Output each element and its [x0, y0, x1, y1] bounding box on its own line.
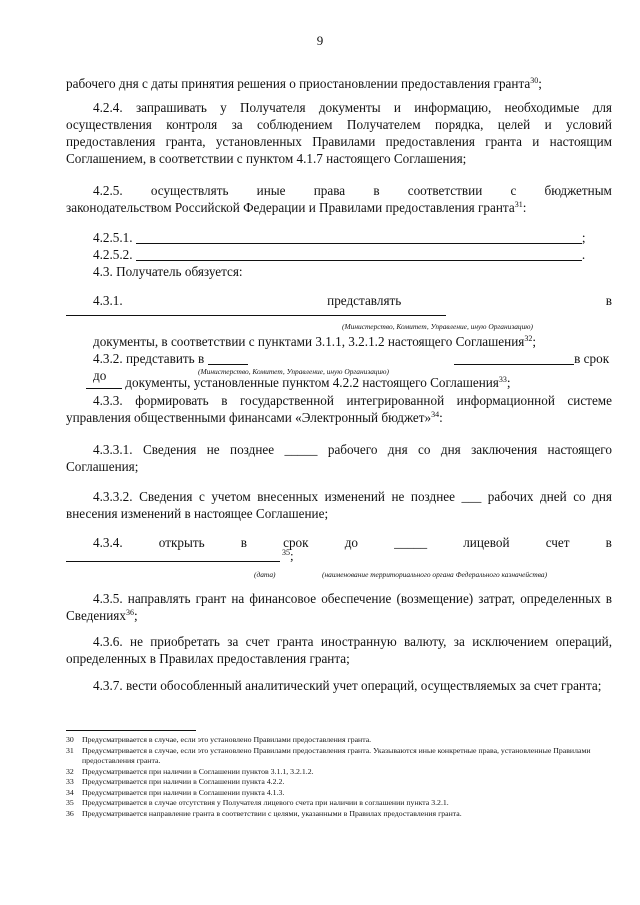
field-caption-date: (дата) — [254, 570, 276, 579]
paragraph-4-3-2: 4.3.2. представить в в срок до — [93, 351, 610, 383]
paragraph-4-3-5: 4.3.5. направлять грант на финансовое обеспечение (возмещение) затрат, определенных в Сведениях$^{36}$; — [66, 591, 612, 623]
footnote: 31 Предусматривается в случае, если это установлено Правилами предоставления гранта. Указываются иные конкретные права, установленные Правилами предоставления гранта. — [66, 745, 591, 765]
fill-line — [66, 305, 446, 316]
paragraph-4-2-5: 4.2.5. осуществлять иные права в соответствии с бюджетным законодательством Российской Федерации и Правилами предоставления гранта$^{31}$: — [66, 183, 612, 215]
paragraph-continuation: рабочего дня с даты принятия решения о приостановлении предоставления гранта$^{30}$; — [66, 76, 542, 91]
fill-line — [136, 248, 582, 261]
footnote: 34 Предусматривается при наличии в Соглашении пункта 4.1.3. — [66, 787, 285, 797]
footnotes — [66, 735, 614, 819]
page-number: 9 — [316, 33, 324, 48]
paragraph-4-3-7: 4.3.7. вести обособленный аналитический учет операций, осуществляемых за счет гранта; — [93, 678, 602, 693]
paragraph-4-3-6: 4.3.6. не приобретать за счет гранта иностранную валюту, за исключением операций, определенных в Правилах предоставления гранта; — [66, 634, 612, 666]
fill-line — [66, 551, 280, 562]
paragraph-documents-4-2-2: документы, установленные пунктом 4.2.2 настоящего Соглашения$^{33}$; — [66, 374, 612, 391]
item-4-2-5-1: 4.2.5.1. ; — [93, 230, 586, 245]
paragraph-4-3-4: 4.3.4. открыть в срок до _____ лицевой счет в — [93, 535, 612, 550]
footnote-divider — [66, 730, 196, 731]
fill-line — [86, 376, 122, 389]
paragraph-4-3-3: 4.3.3. формировать в государственной интегрированной информационной системе управления общественными финансами «Электронный бюджет»$^{34}$: — [66, 393, 612, 425]
paragraph-4-2-4: 4.2.4. запрашивать у Получателя документы и информацию, необходимые для осуществления контроля за соблюдением Получателем порядка, целей и условий предоставления гранта, установленных Правилами предоставления гранта и настоящим Соглашением, в соответствии с пунктом 4.1.7 настоящего Соглашения; — [66, 100, 612, 166]
paragraph-documents: документы, в соответствии с пунктами 3.1.1, 3.2.1.2 настоящего Соглашения$^{32}$; — [93, 334, 537, 349]
footnote-ref: 32 — [524, 334, 533, 343]
footnote: 33 Предусматривается при наличии в Соглашении пункта 4.2.2. — [66, 777, 285, 786]
footnote: 30 Предусматривается в случае, если это установлено Правилами предоставления гранта. — [66, 735, 372, 744]
footnote-ref: 34 — [431, 410, 440, 419]
item-4-2-5-2: 4.2.5.2. . — [93, 247, 586, 262]
document-page: 9 рабочего дня с даты принятия решения о приостановлении предоставления гранта$^{30}$; 4.2.4. запрашивать у Получателя документы и информацию, необходимые для осуществления контроля за соблюдением Получателем порядка, целей и условий предоставления гранта, установленных Правилами предоставления гранта и настоящим Соглашением, в соответствии с пунктом 4.1.7 настоящего Соглашения; 4.2.5. осуществлять иные права в соответствии с бюджетным законодательством Российской Федерации и Правилами предоставления гранта$^{31}$: 4.2.5.1. ; 4.2.5.2. . 4.3. Получатель обязуется: 4.3.1. представлять в (Министерство, Комитет, Управление, иную Организацию) документы, в соответствии с пунктами 3.1.1, 3.2.1.2 настоящего Соглашения$^{32}$; 4.3.2. представить в в срок до (Министерство, Комитет, Управление, иную Организацию) документы, установленные пунктом 4.2.2 настоящего Соглашения$^{33}$; 4.3.3. формировать в государственной интегрированной информационной системе управления общественными финансами «Электронный бюджет»$^{34}$: 4.3.3.1. Сведения не позднее _____ рабочего дня со дня заключения настоящего Соглашения; 4.3.3.2. Сведения с учетом внесенных изменений не позднее ___ рабочих дней со дня внесения изменений в настоящее Соглашение; 4.3.4. открыть в срок до _____ лицевой счет в $^{35}$; (дата) (наименование территориального органа Федерального казначейства) 4.3.5. направлять грант на финансовое обеспечение (возмещение) затрат, определенных в Сведениях$^{36}$; 4.3.6. не приобретать за счет гранта иностранную валюту, за исключением операций, определенных в Правилах предоставления гранта; 4.3.7. вести обособленный аналитический учет операций, осуществляемых за счет гранта; 30 Предусматривается в случае, если это установлено Правилами предоставления гранта. 31 Предусматривается в случае, если это установлено Правилами предоставления гранта. Указываются иные конкретные права, установленные Правилами предоставления гранта. 32 Предусматривается при наличии в Соглашении пунктов 3.1.1, 3.2.1.2. 33 Предусматривается при наличии в Соглашении пункта 4.2.2. 34 Предусматривается при наличии в Соглашении пункта 4.1.3. 35 Предусматривается в случае отсутствия у Получателя лицевого счета при наличии в соглашении пункта 3.2.1. 36 Предусматривается направление гранта в соответствии с целями, указанными в Правилах предоставления гранта. — [0, 0, 640, 905]
paragraph-4-3-1: 4.3.1. представлять в — [93, 293, 612, 308]
fill-line — [136, 231, 582, 244]
paragraph-4-3-3-1: 4.3.3.1. Сведения не позднее _____ рабочего дня со дня заключения настоящего Соглашения; — [66, 442, 612, 474]
field-caption: (Министерство, Комитет, Управление, иную Организацию) — [198, 367, 389, 376]
footnote: 35 Предусматривается в случае отсутствия у Получателя лицевого счета при наличии в соглашении пункта 3.2.1. — [66, 798, 449, 807]
footnote: 36 Предусматривается направление гранта в соответствии с целями, указанными в Правилах предоставления гранта. — [66, 808, 462, 818]
field-caption: (Министерство, Комитет, Управление, иную Организацию) — [342, 322, 533, 331]
footnote-ref: 33 — [498, 375, 507, 384]
footnote-ref: 30 — [530, 76, 539, 85]
footnote-ref: 31 — [514, 200, 523, 209]
fill-line — [454, 352, 574, 365]
paragraph-4-3-3-2: 4.3.3.2. Сведения с учетом внесенных изменений не позднее ___ рабочих дней со дня внесения изменений в настоящее Соглашение; — [66, 489, 612, 521]
footnote-ref: 35 — [282, 548, 290, 557]
footnote: 32 Предусматривается при наличии в Соглашении пунктов 3.1.1, 3.2.1.2. — [66, 766, 314, 776]
footnote-ref: 36 — [125, 608, 134, 617]
field-caption-org: (наименование территориального органа Федерального казначейства) — [322, 570, 548, 579]
paragraph-4-3: 4.3. Получатель обязуется: — [93, 264, 243, 279]
